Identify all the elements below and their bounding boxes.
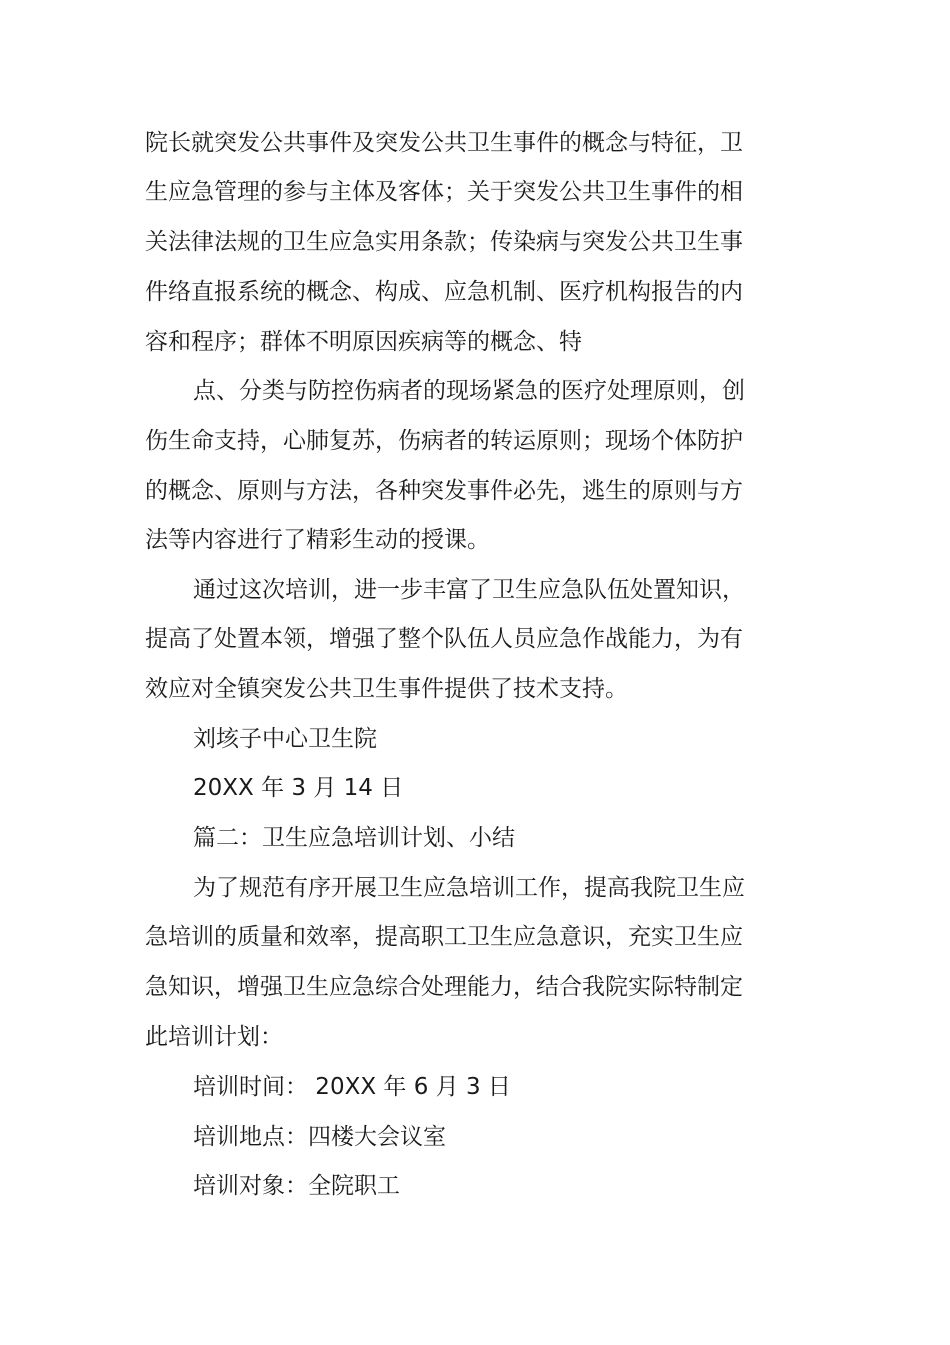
paragraph-line: 伤生命支持，心肺复苏，伤病者的转运原则；现场个体防护 (145, 428, 743, 454)
paragraph-line: 为了规范有序开展卫生应急培训工作，提高我院卫生应 (193, 875, 745, 901)
paragraph-line: 效应对全镇突发公共卫生事件提供了技术支持。 (145, 676, 628, 702)
paragraph-line: 的概念、原则与方法，各种突发事件必先，逃生的原则与方 (145, 478, 743, 504)
paragraph-line: 院长就突发公共事件及突发公共卫生事件的概念与特征，卫 (145, 130, 743, 156)
paragraph-line: 通过这次培训，进一步丰富了卫生应急队伍处置知识， (193, 577, 745, 603)
paragraph-line: 提高了处置本领，增强了整个队伍人员应急作战能力，为有 (145, 626, 743, 652)
paragraph-line: 件络直报系统的概念、构成、应急机制、医疗机构报告的内 (145, 279, 743, 305)
paragraph-line: 急培训的质量和效率，提高职工卫生应急意识，充实卫生应 (145, 924, 743, 950)
training-location: 培训地点：四楼大会议室 (193, 1124, 446, 1150)
paragraph-line: 此培训计划： (145, 1024, 283, 1050)
training-time: 培训时间： 20XX 年 6 月 3 日 (193, 1074, 511, 1100)
paragraph-line: 法等内容进行了精彩生动的授课。 (145, 527, 490, 553)
signature-date: 20XX 年 3 月 14 日 (193, 775, 404, 801)
paragraph-line: 关法律法规的卫生应急实用条款；传染病与突发公共卫生事 (145, 229, 743, 255)
paragraph-line: 点、分类与防控伤病者的现场紧急的医疗处理原则，创 (193, 378, 745, 404)
training-audience: 培训对象：全院职工 (193, 1173, 400, 1199)
paragraph-line: 容和程序；群体不明原因疾病等的概念、特 (145, 329, 582, 355)
signature-organization: 刘垓子中心卫生院 (193, 726, 377, 752)
paragraph-line: 生应急管理的参与主体及客体；关于突发公共卫生事件的相 (145, 179, 743, 205)
paragraph-line: 急知识，增强卫生应急综合处理能力，结合我院实际特制定 (145, 974, 743, 1000)
section-heading: 篇二：卫生应急培训计划、小结 (193, 825, 515, 851)
